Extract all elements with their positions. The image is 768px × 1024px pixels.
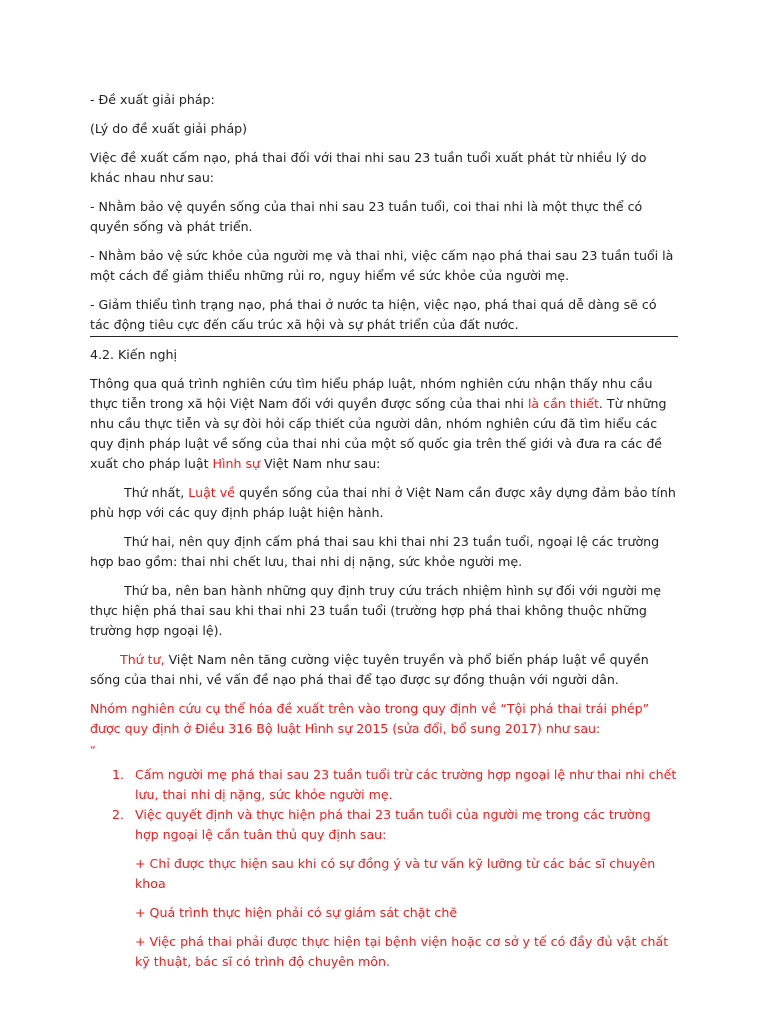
proposal-intro: Việc đề xuất cấm nạo, phá thai đối với thai nhi sau 23 tuần tuổi xuất phát từ nhiều lý do khác nhau như sau:	[90, 150, 647, 185]
first-prefix: Thứ nhất,	[124, 485, 189, 500]
provision-number: 2.	[112, 807, 125, 822]
fourth-highlight: Thứ tư,	[120, 652, 165, 667]
provision-text: Việc quyết định và thực hiện phá thai 23 tuần tuổi của người mẹ trong các trường hợp ngoại lệ cần tuân thủ quy định sau:	[135, 807, 651, 842]
condition-item-1: + Chỉ được thực hiện sau khi có sự đồng ý và tư vấn kỹ lưỡng từ các bác sĩ chuyên khoa	[135, 856, 656, 891]
provision-text: Cấm người mẹ phá thai sau 23 tuần tuổi trừ các trường hợp ngoại lệ như thai nhi chết lưu, thai nhi dị nặng, sức khỏe người mẹ.	[135, 767, 677, 802]
specification-paragraph: Nhóm nghiên cứu cụ thể hóa đề xuất trên vào trong quy định về “Tội phá thai trái phép” được quy định ở Điều 316 Bộ luật Hình sự 2015 (sửa đổi, bổ sung 2017) như sau:	[90, 701, 650, 736]
recommendation-third: Thứ ba, nên ban hành những quy định truy cứu trách nhiệm hình sự đối với người mẹ thực hiện phá thai sau khi thai nhi 23 tuần tuổi (trường hợp phá thai không thuộc những trường hợp ngoại lệ).	[90, 583, 661, 638]
intro-text-1: Thông qua quá trình nghiên cứu tìm hiểu pháp luật, nhóm nghiên cứu nhận thấy nhu cầu thực tiễn trong xã hội Việt Nam đối với quyền được sống của thai nhi	[90, 376, 653, 411]
provision-item-2	[90, 805, 678, 845]
opening-quote: “	[90, 744, 96, 757]
proposal-reason-1: - Nhằm bảo vệ quyền sống của thai nhi sau 23 tuần tuổi, coi thai nhi là một thực thể có quyền sống và phát triển.	[90, 199, 643, 234]
proposal-reason-heading: (Lý do đề xuất giải pháp)	[90, 121, 248, 136]
first-rest: quyền sống của thai nhi ở Việt Nam cần được xây dựng đảm bảo tính phù hợp với các quy định pháp luật hiện hành.	[90, 485, 676, 520]
provision-list	[90, 765, 678, 845]
fourth-rest: Việt Nam nên tăng cường việc tuyên truyền và phổ biến pháp luật về quyền sống của thai nhi, về vấn đề nạo phá thai để tạo được sự đồng thuận với người dân.	[90, 652, 649, 687]
proposal-reason-2: - Nhằm bảo vệ sức khỏe của người mẹ và thai nhi, việc cấm nạo phá thai sau 23 tuần tuổi là một cách để giảm thiểu những rủi ro, nguy hiểm về sức khỏe của người mẹ.	[90, 248, 674, 283]
recommendation-second: Thứ hai, nên quy định cấm phá thai sau khi thai nhi 23 tuần tuổi, ngoại lệ các trường hợp bao gồm: thai nhi chết lưu, thai nhi dị nặng, sức khỏe người mẹ.	[90, 534, 660, 569]
intro-text-2: . Từ những nhu cầu thực tiễn và sự đòi hỏi cấp thiết của người dân, nhóm nghiên cứu đã tìm hiểu các quy định pháp luật về sống của thai nhi của một số quốc gia trên thế giới và đưa ra các đề xuất cho pháp luật	[90, 396, 667, 471]
intro-highlight-necessary: là cần thiết	[527, 396, 599, 411]
recommendation-heading: 4.2. Kiến nghị	[90, 347, 177, 362]
proposal-heading: - Đề xuất giải pháp:	[90, 92, 215, 107]
proposal-reason-3: - Giảm thiểu tình trạng nạo, phá thai ở nước ta hiện, việc nạo, phá thai quá dễ dàng sẽ có tác động tiêu cực đến cấu trúc xã hội và sự phát triển của đất nước.	[90, 295, 678, 337]
provision-number: 1.	[112, 767, 125, 782]
recommendation-intro	[90, 374, 678, 474]
provision-item-1	[90, 765, 678, 805]
intro-text-3: Việt Nam như sau:	[260, 456, 381, 471]
condition-item-3: + Việc phá thai phải được thực hiện tại bệnh viện hoặc cơ sở y tế có đầy đủ vật chất kỹ thuật, bác sĩ có trình độ chuyên môn.	[135, 934, 669, 969]
recommendation-fourth	[90, 650, 678, 690]
document-body	[90, 90, 678, 981]
first-highlight: Luật về	[188, 485, 235, 500]
recommendation-first	[90, 483, 678, 523]
intro-highlight-criminal: Hình sự	[212, 456, 261, 471]
condition-item-2: + Quá trình thực hiện phải có sự giám sát chặt chẽ	[135, 905, 458, 920]
